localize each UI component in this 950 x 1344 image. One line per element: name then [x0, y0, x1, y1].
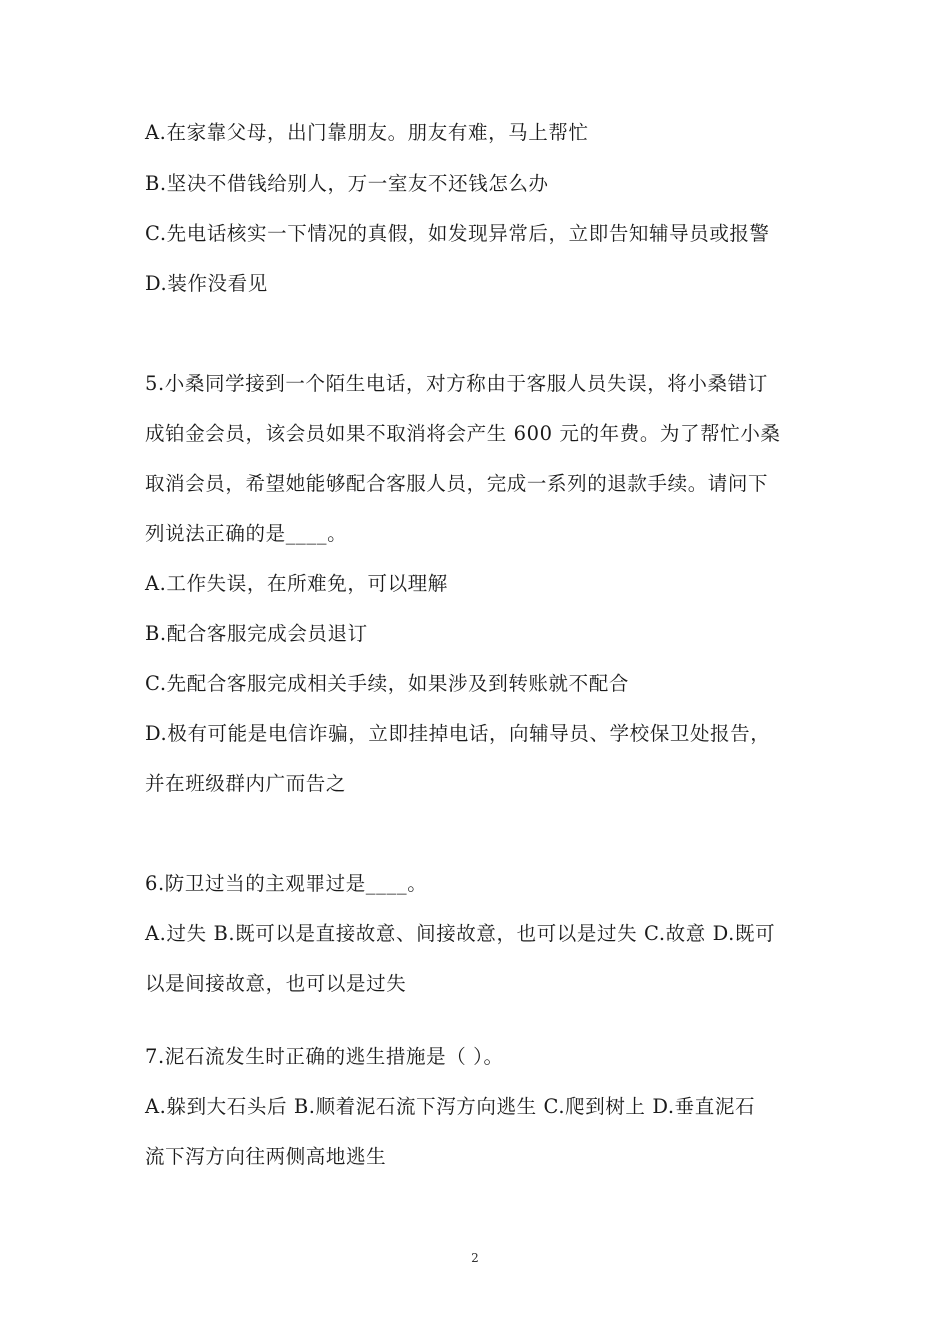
option-4c: C.先电话核实一下情况的真假，如发现异常后，立即告知辅导员或报警 [145, 222, 770, 245]
option-5a: A.工作失误，在所难免，可以理解 [145, 572, 448, 595]
question-5-line-2: 成铂金会员，该会员如果不取消将会产生 600 元的年费。为了帮忙小桑 [145, 422, 781, 445]
options-7-line-1: A.躲到大石头后 B.顺着泥石流下泻方向逃生 C.爬到树上 D.垂直泥石 [145, 1095, 756, 1118]
question-5-line-3: 取消会员，希望她能够配合客服人员，完成一系列的退款手续。请问下 [145, 472, 769, 495]
question-5-line-1: 5.小桑同学接到一个陌生电话，对方称由于客服人员失误，将小桑错订 [145, 372, 768, 395]
option-5b: B.配合客服完成会员退订 [145, 622, 368, 645]
question-6: 6.防卫过当的主观罪过是____。 [145, 872, 428, 895]
option-5d-line-2: 并在班级群内广而告之 [145, 772, 347, 795]
page-number: 2 [471, 1251, 479, 1265]
option-4b: B.坚决不借钱给别人，万一室友不还钱怎么办 [145, 172, 549, 195]
options-6-line-2: 以是间接故意，也可以是过失 [145, 972, 407, 995]
options-7-line-2: 流下泻方向往两侧高地逃生 [145, 1145, 387, 1168]
option-4a: A.在家靠父母，出门靠朋友。朋友有难，马上帮忙 [145, 121, 589, 144]
option-5c: C.先配合客服完成相关手续，如果涉及到转账就不配合 [145, 672, 629, 695]
options-6-line-1: A.过失 B.既可以是直接故意、间接故意，也可以是过失 C.故意 D.既可 [145, 922, 776, 945]
option-4d: D.装作没看见 [145, 272, 268, 295]
option-5d-line-1: D.极有可能是电信诈骗，立即挂掉电话，向辅导员、学校保卫处报告， [145, 722, 771, 745]
question-7: 7.泥石流发生时正确的逃生措施是（ ）。 [145, 1045, 504, 1068]
question-5-line-4: 列说法正确的是____。 [145, 522, 348, 545]
